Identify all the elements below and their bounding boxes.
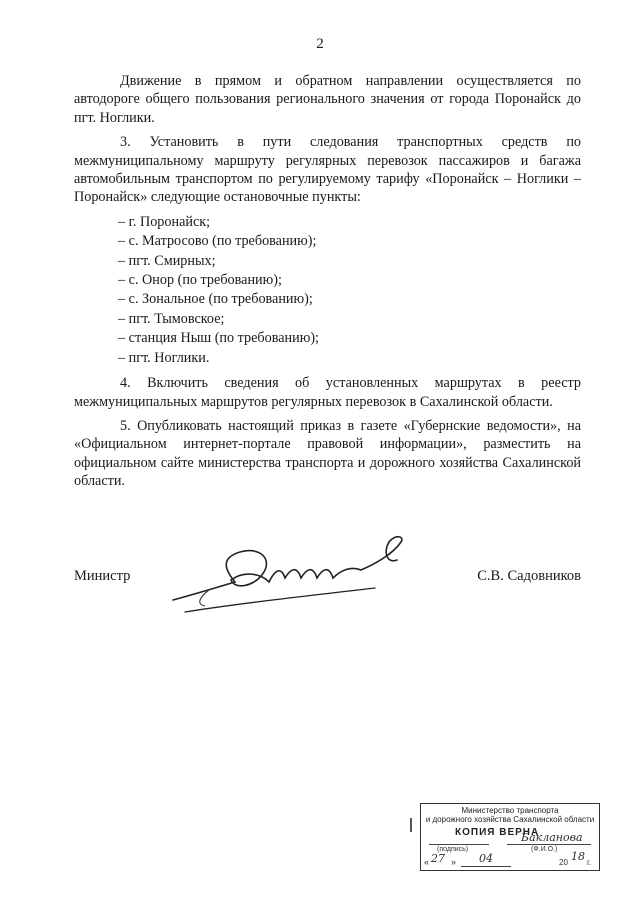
paragraph-4-registry: 4. Включить сведения об установленных маршрутах в реестр межмуниципальных маршрутов регулярных перевозок в Сахалинской области.	[74, 375, 581, 410]
signer-title: Министр	[74, 568, 131, 584]
document-body	[74, 72, 581, 497]
list-item: – пгт. Смирных;	[118, 252, 581, 270]
margin-mark	[410, 818, 412, 832]
certified-copy-stamp: Министерство транспорта и дорожного хозяйства Сахалинской области КОПИЯ ВЕРНА Бакланова (подпись) (Ф.И.О.) « 27 » 04 20 18 г.	[420, 803, 600, 871]
page-number: 2	[316, 36, 324, 52]
stamp-sign-caption: (подпись)	[437, 846, 469, 853]
list-item: – станция Ныш (по требованию);	[118, 329, 581, 347]
list-item: – г. Поронайск;	[118, 213, 581, 231]
list-item: – с. Онор (по требованию);	[118, 271, 581, 289]
paragraph-3-stops-intro: 3. Установить в пути следования транспортных средств по межмуниципальному маршруту регулярных перевозок пассажиров и багажа автомобильным транспортом по регулируемому тарифу «Поронайск – Ноглики – Поронайск» следующие остановочные пункты:	[74, 134, 581, 206]
stamp-sign-line	[429, 844, 489, 845]
stamp-year-letter: г.	[587, 858, 592, 867]
list-item: – с. Зональное (по требованию);	[118, 290, 581, 308]
stamp-year-prefix: 20	[559, 858, 568, 867]
stamp-date-day: 27	[431, 852, 445, 865]
stamp-organization: Министерство транспорта и дорожного хозяйства Сахалинской области	[425, 806, 595, 824]
paragraph-route-direction: Движение в прямом и обратном направлении осуществляется по автодороге общего пользования регионального значения от города Поронайск до пгт. Ноглики.	[74, 73, 581, 126]
signer-name: С.В. Садовников	[477, 568, 581, 584]
list-item: – пгт. Тымовское;	[118, 310, 581, 328]
list-item: – пгт. Ноглики.	[118, 349, 581, 367]
stamp-year-suffix: 18	[571, 850, 585, 863]
paragraph-5-publish: 5. Опубликовать настоящий приказ в газете «Губернские ведомости», на «Официальном интернет-портале правовой информации», разместить на официальном сайте министерства транспорта и дорожного хозяйства Сахалинской области.	[74, 417, 581, 490]
handwritten-signature	[165, 530, 415, 620]
stamp-handwritten-name: Бакланова	[521, 831, 583, 844]
stamp-date-month: 04	[479, 852, 493, 865]
list-item: – с. Матросово (по требованию);	[118, 232, 581, 250]
stops-list	[74, 213, 581, 367]
stamp-copy-label: КОПИЯ ВЕРНА	[455, 827, 540, 838]
stamp-month-line	[461, 866, 511, 867]
stamp-name-caption: (Ф.И.О.)	[531, 846, 558, 853]
stamp-name-line	[507, 844, 591, 845]
